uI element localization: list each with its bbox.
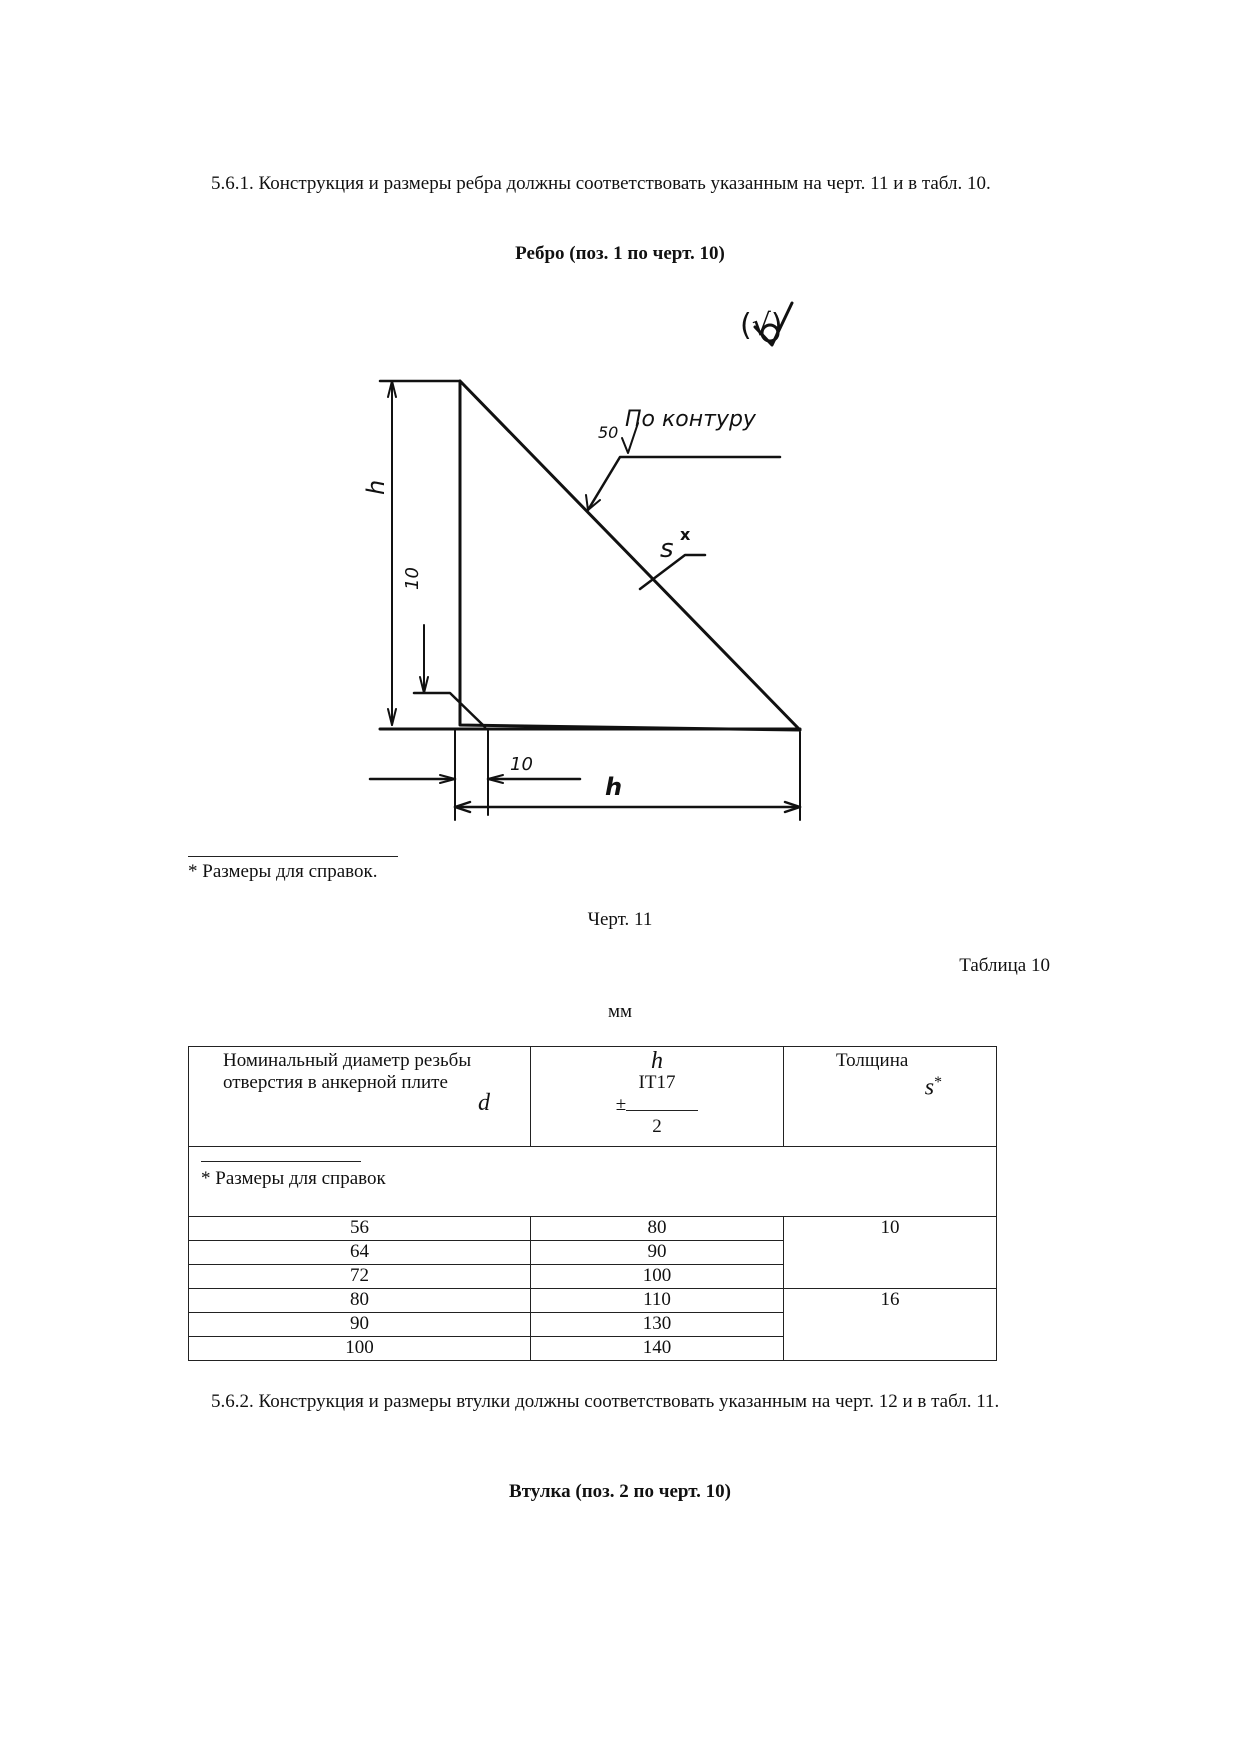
rib-drawing	[360, 295, 880, 830]
chamfer-v-label: 10	[402, 567, 423, 590]
cell-d: 64	[189, 1241, 531, 1265]
table-header-row	[189, 1047, 997, 1147]
table-row	[189, 1217, 997, 1241]
table-10	[188, 1046, 997, 1361]
heading-sleeve: Втулка (поз. 2 по черт. 10)	[509, 1481, 731, 1502]
header-h	[531, 1047, 784, 1147]
width-label: h	[605, 773, 623, 801]
header-thickness-text: Толщина	[836, 1050, 909, 1071]
table-note: * Размеры для справок	[201, 1168, 386, 1189]
cell-d: 90	[189, 1313, 531, 1337]
footnote-rule	[188, 856, 398, 857]
weld-leader	[588, 457, 780, 510]
cell-s: 16	[784, 1289, 997, 1361]
cell-h: 100	[531, 1265, 784, 1289]
symbol-h: h	[651, 1048, 663, 1074]
symbol-d: d	[478, 1090, 490, 1116]
thickness-label: s	[660, 534, 674, 564]
heading-rib: Ребро (поз. 1 по черт. 10)	[515, 243, 725, 264]
rib-outline	[460, 381, 800, 730]
table-row	[189, 1289, 997, 1313]
cell-h: 90	[531, 1241, 784, 1265]
symbol-s: s	[924, 1074, 935, 1101]
cell-s: 10	[784, 1217, 997, 1289]
surface-mark: (√)	[740, 308, 783, 343]
plus-minus: ±	[615, 1094, 627, 1115]
cell-h: 80	[531, 1217, 784, 1241]
fraction-denominator: 2	[652, 1116, 662, 1137]
cell-d: 100	[189, 1337, 531, 1361]
footnote: * Размеры для справок.	[188, 861, 378, 882]
table-note-row	[189, 1147, 997, 1217]
cell-h: 130	[531, 1313, 784, 1337]
table-number: Таблица 10	[959, 955, 1050, 976]
thickness-mark: x	[680, 525, 691, 544]
cell-h: 140	[531, 1337, 784, 1361]
weld-size: 50	[598, 423, 619, 442]
chamfer	[414, 693, 485, 727]
table-note-cell	[189, 1147, 997, 1217]
cell-h: 110	[531, 1289, 784, 1313]
weld-note: По контуру	[625, 407, 756, 432]
cell-d: 56	[189, 1217, 531, 1241]
header-diameter	[189, 1047, 531, 1147]
height-label: h	[362, 479, 390, 495]
fraction-line	[626, 1094, 698, 1111]
header-diameter-text: Номинальный диаметр резьбы отверстия в анкерной плите	[223, 1050, 472, 1093]
symbol-star: *	[934, 1074, 942, 1091]
cell-d: 80	[189, 1289, 531, 1313]
figure-caption: Черт. 11	[587, 909, 653, 930]
note-rule	[201, 1161, 361, 1162]
tolerance-it17: IT17	[638, 1072, 676, 1093]
paragraph-5-6-1: 5.6.1. Конструкция и размеры ребра должны соответствовать указанным на черт. 11 и в табл. 10.	[211, 173, 991, 194]
cell-d: 72	[189, 1265, 531, 1289]
paragraph-5-6-2: 5.6.2. Конструкция и размеры втулки должны соответствовать указанным на черт. 12 и в табл. 11.	[211, 1391, 1000, 1412]
header-thickness	[784, 1047, 997, 1147]
chamfer-h-label: 10	[510, 754, 533, 775]
unit-label: мм	[607, 1001, 633, 1022]
